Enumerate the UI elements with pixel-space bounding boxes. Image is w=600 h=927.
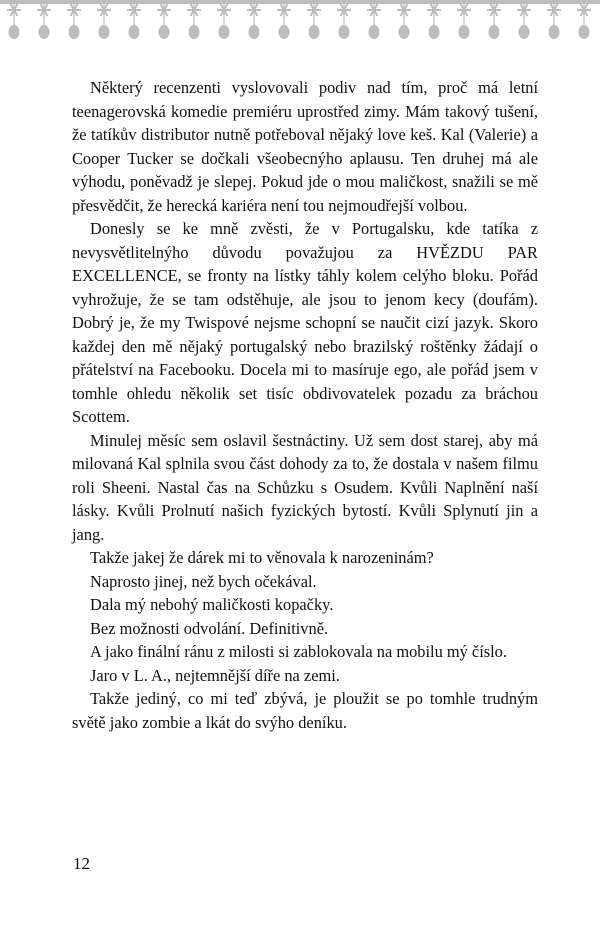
bauble-icon (219, 25, 230, 39)
paragraph-9: Jaro v L. A., nejtemnější díře na zemi. (90, 665, 340, 685)
paragraph-5: Naprosto jinej, než bych očekával. (90, 571, 317, 591)
paragraph-7: Bez možnosti odvolání. Definitivně. (90, 618, 329, 638)
snowflake-ornament-row (0, 0, 600, 39)
bauble-icon (69, 25, 80, 39)
bauble-icon (549, 25, 560, 39)
bauble-icon (519, 25, 530, 39)
bauble-icon (249, 25, 260, 39)
bauble-icon (489, 25, 500, 39)
bauble-icon (9, 25, 20, 39)
page-body (72, 76, 538, 734)
paragraph-10: Takže jediný, co mi teď zbývá, je ploužit se po tomhle trudným světě jako zombie a lkát do svýho deníku. (72, 689, 538, 732)
border-band (0, 0, 600, 4)
bauble-icon (579, 25, 590, 39)
bauble-icon (309, 25, 320, 39)
bauble-icon (39, 25, 50, 39)
bauble-icon (279, 25, 290, 39)
page-number: 12 (73, 854, 90, 873)
bauble-icon (339, 25, 350, 39)
bauble-icon (99, 25, 110, 39)
paragraph-3: Minulej měsíc sem oslavil šestnáctiny. Už sem dost starej, aby má milovaná Kal splnila svou část dohody za to, že dostala v našem filmu roli Sheeni. Nastal čas na Schůzku s Osudem. Kvůli Naplnění naší lásky. Kvůli Prolnutí našich fyzických bytostí. Kvůli Splynutí jin a jang. (72, 430, 538, 544)
bauble-icon (129, 25, 140, 39)
paragraph-8: A jako finální ránu z milosti si zablokovala na mobilu mý číslo. (90, 642, 507, 661)
decorative-border (0, 0, 600, 48)
paragraph-4: Takže jakej že dárek mi to věnovala k narozeninám? (90, 548, 434, 567)
bauble-icon (429, 25, 440, 39)
paragraph-6: Dala mý nebohý maličkosti kopačky. (90, 595, 334, 614)
bauble-icon (399, 25, 410, 39)
bauble-icon (369, 25, 380, 39)
paragraph-2: Donesly se ke mně zvěsti, že v Portugalsku, kde tatíka z nevysvětlitelnýho důvodu považujou za HVĚZDU PAR EXCELLENCE, se fronty na lístky táhly kolem celýho bloku. Pořád vyhrožuje, že se tam odstěhuje, ale jsou to jenom kecy (doufám). Dobrý je, že my Twispové nejsme schopní se naučit cizí jazyk. Skoro každej den mě nějaký portugalský nebo brazilský roštěnky žádají o přátelství na Facebooku. Docela mi to masíruje ego, ale pořád jsem v tomhle ohledu několik set tisíc obdivovatelek pozadu za bráchou Scottem. (72, 219, 538, 426)
bauble-icon (459, 25, 470, 39)
paragraph-1: Některý recenzenti vyslovovali podiv nad tím, proč má letní teenagerovská komedie premiéru uprostřed zimy. Mám takový tušení, že tatíkův distributor nutně potřeboval nějaký love keš. Kal (Valerie) a Cooper Tucker se dočkali všeobecnýho aplausu. Ten druhej má ale výhodu, poněvadž je slepej. Pokud jde o mou maličkost, snažili se mě přesvědčit, že herecká kariéra není tou nejmoudřejší volbou. (72, 78, 538, 215)
bauble-icon (159, 25, 170, 39)
bauble-icon (189, 25, 200, 39)
